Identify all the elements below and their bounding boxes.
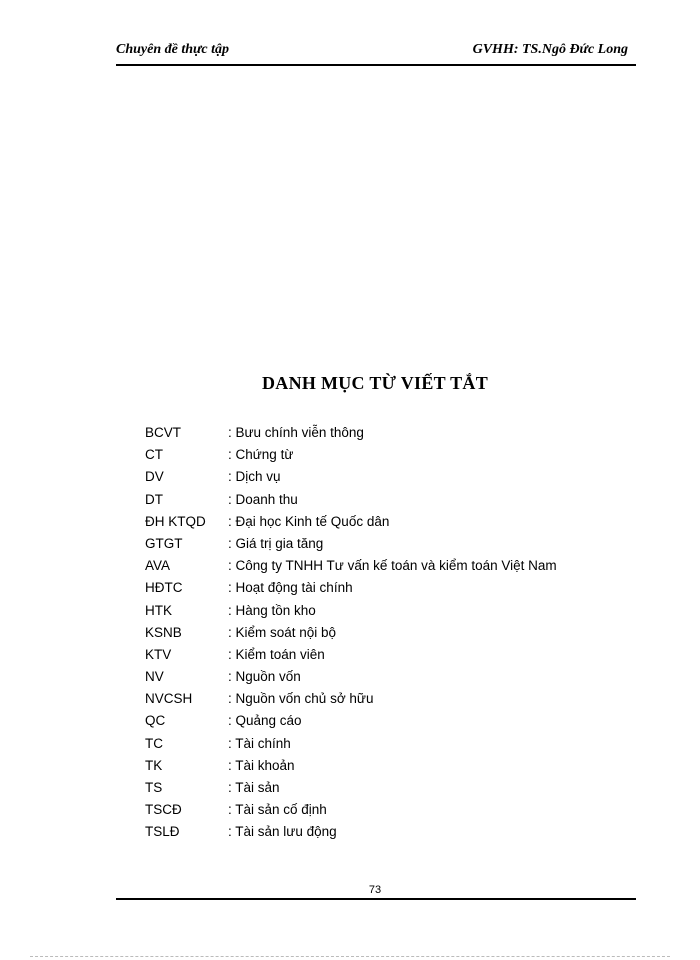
footer-divider xyxy=(116,898,636,900)
abbreviation-code: AVA xyxy=(145,558,171,574)
list-item xyxy=(145,710,625,732)
abbreviation-code: KSNB xyxy=(145,624,182,640)
abbreviation-meaning: : Nguồn vốn xyxy=(228,669,301,685)
abbreviation-code: ĐH KTQD xyxy=(145,513,206,529)
list-item xyxy=(145,444,625,466)
list-item xyxy=(145,466,625,488)
abbreviation-code: NVCSH xyxy=(145,691,193,707)
abbreviation-code: GTGT xyxy=(145,535,183,551)
abbreviation-code: HĐTC xyxy=(145,580,183,596)
abbreviation-code: KTV xyxy=(145,646,172,662)
abbreviation-code: HTK xyxy=(145,602,172,618)
abbreviation-meaning: : Kiểm toán viên xyxy=(228,646,325,662)
list-item xyxy=(145,577,625,599)
abbreviation-meaning: : Kiểm soát nội bộ xyxy=(228,624,337,640)
abbreviation-meaning: : Hoạt động tài chính xyxy=(228,580,353,596)
abbreviation-meaning: : Chứng từ xyxy=(228,447,294,463)
abbreviation-meaning: : Tài sản cố định xyxy=(228,802,327,818)
abbreviation-code: NV xyxy=(145,669,164,685)
abbreviation-meaning: : Đại học Kinh tế Quốc dân xyxy=(228,513,390,529)
list-item xyxy=(145,666,625,688)
list-item xyxy=(145,777,625,799)
list-item xyxy=(145,555,625,577)
abbreviation-code: CT xyxy=(145,447,163,463)
list-item xyxy=(145,489,625,511)
page-title: DANH MỤC TỪ VIẾT TẮT xyxy=(261,373,489,393)
abbreviation-code: QC xyxy=(145,713,166,729)
list-item xyxy=(145,821,625,843)
page-header xyxy=(116,38,636,66)
abbreviation-meaning: : Bưu chính viễn thông xyxy=(228,425,364,440)
abbreviation-meaning: : Quảng cáo xyxy=(228,713,302,729)
abbreviation-code: DV xyxy=(145,469,164,485)
abbreviation-code: TSLĐ xyxy=(145,824,180,840)
list-item xyxy=(145,600,625,622)
page-break-line xyxy=(30,956,670,957)
abbreviation-meaning: : Doanh thu xyxy=(228,491,298,507)
list-item xyxy=(145,799,625,821)
abbreviation-list xyxy=(145,422,625,844)
list-item xyxy=(145,733,625,755)
abbreviation-code: TK xyxy=(145,757,163,773)
abbreviation-code: TC xyxy=(145,735,163,751)
list-item xyxy=(145,422,625,444)
list-item xyxy=(145,755,625,777)
list-item xyxy=(145,644,625,666)
header-supervisor: GVHH: TS.Ngô Đức Long xyxy=(472,42,628,57)
abbreviation-meaning: : Công ty TNHH Tư vấn kế toán và kiểm toán Việt Nam xyxy=(228,558,557,574)
list-item xyxy=(145,622,625,644)
abbreviation-meaning: : Nguồn vốn chủ sở hữu xyxy=(228,691,374,707)
abbreviation-meaning: : Hàng tồn kho xyxy=(228,602,316,618)
abbreviation-code: BCVT xyxy=(145,425,182,440)
abbreviation-meaning: : Tài chính xyxy=(228,735,291,751)
abbreviation-meaning: : Tài sản xyxy=(228,780,280,795)
abbreviation-code: TS xyxy=(145,780,163,795)
abbreviation-meaning: : Tài khoản xyxy=(228,757,295,773)
list-item xyxy=(145,511,625,533)
page-number: 73 xyxy=(368,884,382,896)
abbreviation-meaning: : Giá trị gia tăng xyxy=(228,535,324,551)
abbreviation-code: DT xyxy=(145,491,163,507)
header-report-title: Chuyên đề thực tập xyxy=(116,42,230,57)
abbreviation-code: TSCĐ xyxy=(145,802,182,818)
abbreviation-meaning: : Tài sản lưu động xyxy=(228,824,337,840)
list-item xyxy=(145,688,625,710)
abbreviation-meaning: : Dịch vụ xyxy=(228,469,281,485)
list-item xyxy=(145,533,625,555)
